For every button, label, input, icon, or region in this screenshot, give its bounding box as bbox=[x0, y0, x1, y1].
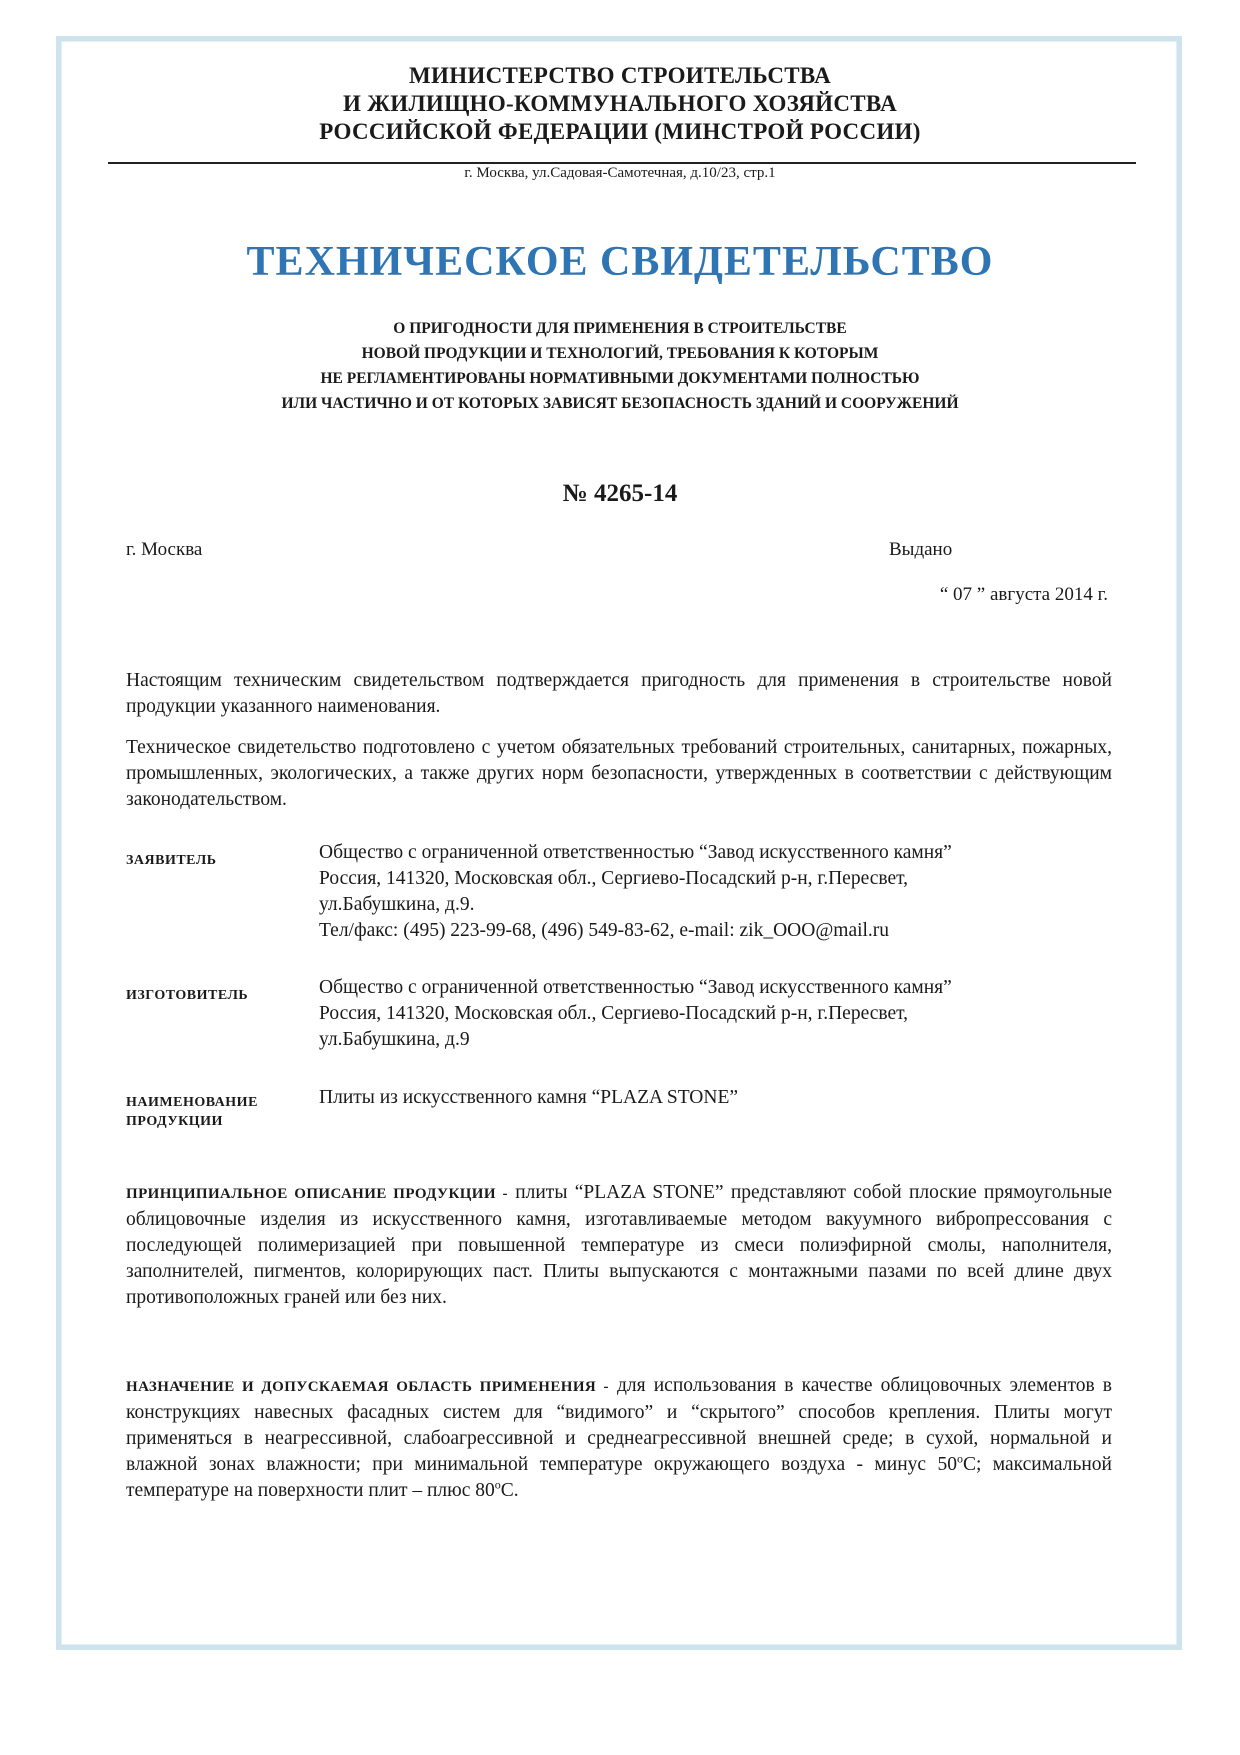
manufacturer-line: Россия, 141320, Московская обл., Сергиево-Посадский р-н, г.Пересвет, bbox=[319, 1003, 909, 1024]
ministry-line: РОССИЙСКОЙ ФЕДЕРАЦИИ (МИНСТРОЙ РОССИИ) bbox=[319, 119, 921, 144]
purpose-text: для использования в качестве облицовочных элементов в конструкциях навесных фасадных систем для “видимого” и “скрытого” способов крепления. Плиты могут применяться в неагрессивной, слабоагрессивной и среднеагрессивной внешней среде; в сухой, нормальной и влажной зонах влажности; при минимальной температуре окружающего воздуха - минус 50 bbox=[126, 1375, 1112, 1475]
product-label bbox=[126, 1093, 291, 1131]
ministry-header bbox=[0, 62, 1240, 146]
description-text: плиты “PLAZA STONE” представляют собой плоские прямоугольные облицовочные изделия из искусственного камня, изготавливаемые методом вакуумного вибропрессования с последующей полимеризацией при повышенной температуре из смеси полиэфирной смолы, наполнителя, заполнителей, пигментов, колорирующих паст. Плиты выпускаются с монтажными пазами по всей длине двух противоположных граней или без них. bbox=[126, 1182, 1112, 1308]
ministry-line: МИНИСТЕРСТВО СТРОИТЕЛЬСТВА bbox=[409, 63, 831, 88]
purpose-section bbox=[126, 1373, 1112, 1504]
subtitle-line: ИЛИ ЧАСТИЧНО И ОТ КОТОРЫХ ЗАВИСЯТ БЕЗОПАСНОСТЬ ЗДАНИЙ И СООРУЖЕНИЙ bbox=[281, 395, 959, 412]
manufacturer-line: Общество с ограниченной ответственностью “Завод искусственного камня” bbox=[319, 977, 952, 998]
product-label-line: НАИМЕНОВАНИЕ bbox=[126, 1095, 258, 1110]
manufacturer-value bbox=[319, 975, 1119, 1053]
manufacturer-label: ИЗГОТОВИТЕЛЬ bbox=[126, 988, 249, 1003]
purpose-text: С; максимальной температуре на поверхности плит – плюс 80 bbox=[126, 1454, 1112, 1501]
applicant-label: ЗАЯВИТЕЛЬ bbox=[126, 853, 217, 868]
issue-city: г. Москва bbox=[126, 539, 203, 560]
document-title: ТЕХНИЧЕСКОЕ СВИДЕТЕЛЬСТВО bbox=[246, 239, 994, 285]
product-description bbox=[126, 1180, 1112, 1311]
applicant-line: Общество с ограниченной ответственностью “Завод искусственного камня” bbox=[319, 842, 952, 863]
product-label-line: ПРОДУКЦИИ bbox=[126, 1114, 223, 1129]
applicant-line: Тел/факс: (495) 223-99-68, (496) 549-83-62, e-mail: zik_OOO@mail.ru bbox=[319, 920, 890, 941]
document-subtitle bbox=[0, 316, 1240, 416]
ministry-address: г. Москва, ул.Садовая-Самотечная, д.10/23, стр.1 bbox=[464, 165, 776, 181]
issued-date: “ 07 ” августа 2014 г. bbox=[939, 584, 1108, 605]
applicant-line: Россия, 141320, Московская обл., Сергиево-Посадский р-н, г.Пересвет, bbox=[319, 868, 909, 889]
product-value: Плиты из искусственного камня “PLAZA STONE” bbox=[319, 1087, 739, 1108]
certificate-number: № 4265-14 bbox=[562, 480, 678, 507]
subtitle-line: НЕ РЕГЛАМЕНТИРОВАНЫ НОРМАТИВНЫМИ ДОКУМЕНТАМИ ПОЛНОСТЬЮ bbox=[320, 370, 920, 387]
manufacturer-line: ул.Бабушкина, д.9 bbox=[319, 1029, 470, 1050]
intro-paragraph: Настоящим техническим свидетельством подтверждается пригодность для применения в строительстве новой продукции указанного наименования. bbox=[126, 670, 1112, 717]
intro-paragraph: Техническое свидетельство подготовлено с учетом обязательных требований строительных, санитарных, пожарных, промышленных, экологических, а также других норм безопасности, утвержденных в соответствии с действующим законодательством. bbox=[126, 737, 1112, 810]
subtitle-line: НОВОЙ ПРОДУКЦИИ И ТЕХНОЛОГИЙ, ТРЕБОВАНИЯ К КОТОРЫМ bbox=[361, 345, 879, 362]
applicant-line: ул.Бабушкина, д.9. bbox=[319, 894, 475, 915]
purpose-heading: НАЗНАЧЕНИЕ И ДОПУСКАЕМАЯ ОБЛАСТЬ ПРИМЕНЕНИЯ - bbox=[126, 1379, 609, 1395]
degree-mark: o bbox=[494, 1477, 501, 1492]
applicant-value bbox=[319, 840, 1119, 944]
issued-label: Выдано bbox=[889, 539, 953, 560]
subtitle-line: О ПРИГОДНОСТИ ДЛЯ ПРИМЕНЕНИЯ В СТРОИТЕЛЬСТВЕ bbox=[393, 320, 847, 337]
purpose-text: С. bbox=[500, 1480, 519, 1501]
description-heading: ПРИНЦИПИАЛЬНОЕ ОПИСАНИЕ ПРОДУКЦИИ - bbox=[126, 1186, 508, 1202]
ministry-line: И ЖИЛИЩНО-КОММУНАЛЬНОГО ХОЗЯЙСТВА bbox=[342, 91, 898, 116]
degree-mark: o bbox=[956, 1451, 963, 1466]
header-divider bbox=[108, 162, 1136, 164]
